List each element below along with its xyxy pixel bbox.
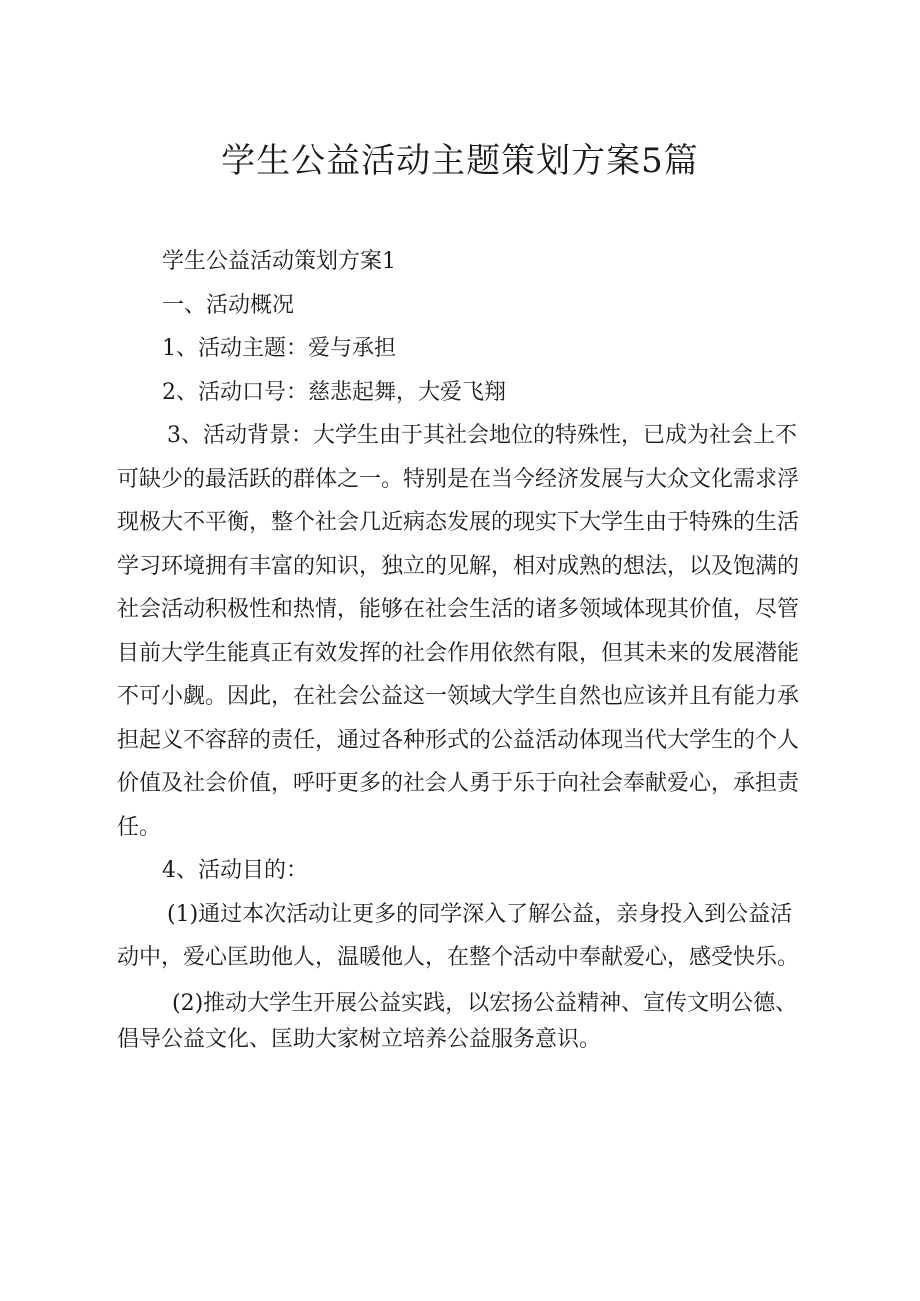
document-body <box>117 240 807 1058</box>
purpose-item-2: (2)推动大学生开展公益实践，以宏扬公益精神、宣传文明公德、倡导公益文化、匡助大家树立培养公益服务意识。 <box>117 990 798 1052</box>
activity-theme: 1、活动主题：爱与承担 <box>162 336 396 361</box>
document-title: 学生公益活动主题策划方案5篇 <box>221 141 699 181</box>
section-heading: 学生公益活动策划方案1 <box>162 249 396 274</box>
purpose-item-1: (1)通过本次活动让更多的同学深入了解公益，亲身投入到公益活动中，爱心匡助他人，温暖他人，在整个活动中奉献爱心，感受快乐。 <box>117 901 800 970</box>
activity-background: 3、活动背景：大学生由于其社会地位的特殊性，已成为社会上不可缺少的最活跃的群体之一。特别是在当今经济发展与大众文化需求浮现极大不平衡，整个社会几近病态发展的现实下大学生由于特殊的生活学习环境拥有丰富的知识，独立的见解，相对成熟的想法，以及饱满的社会活动积极性和热情，能够在社会生活的诸多领域体现其价值，尽管目前大学生能真正有效发挥的社会作用依然有限，但其未来的发展潜能不可小觑。因此，在社会公益这一领域大学生自然也应该并且有能力承担起义不容辞的责任，通过各种形式的公益活动体现当代大学生的个人价值及社会价值，呼吁更多的社会人勇于乐于向社会奉献爱心，承担责任。 <box>117 423 800 840</box>
activity-purpose-heading: 4、活动目的： <box>162 858 308 883</box>
activity-slogan: 2、活动口号：慈悲起舞，大爱飞翔 <box>162 379 506 405</box>
overview-heading: 一、活动概况 <box>162 292 295 318</box>
